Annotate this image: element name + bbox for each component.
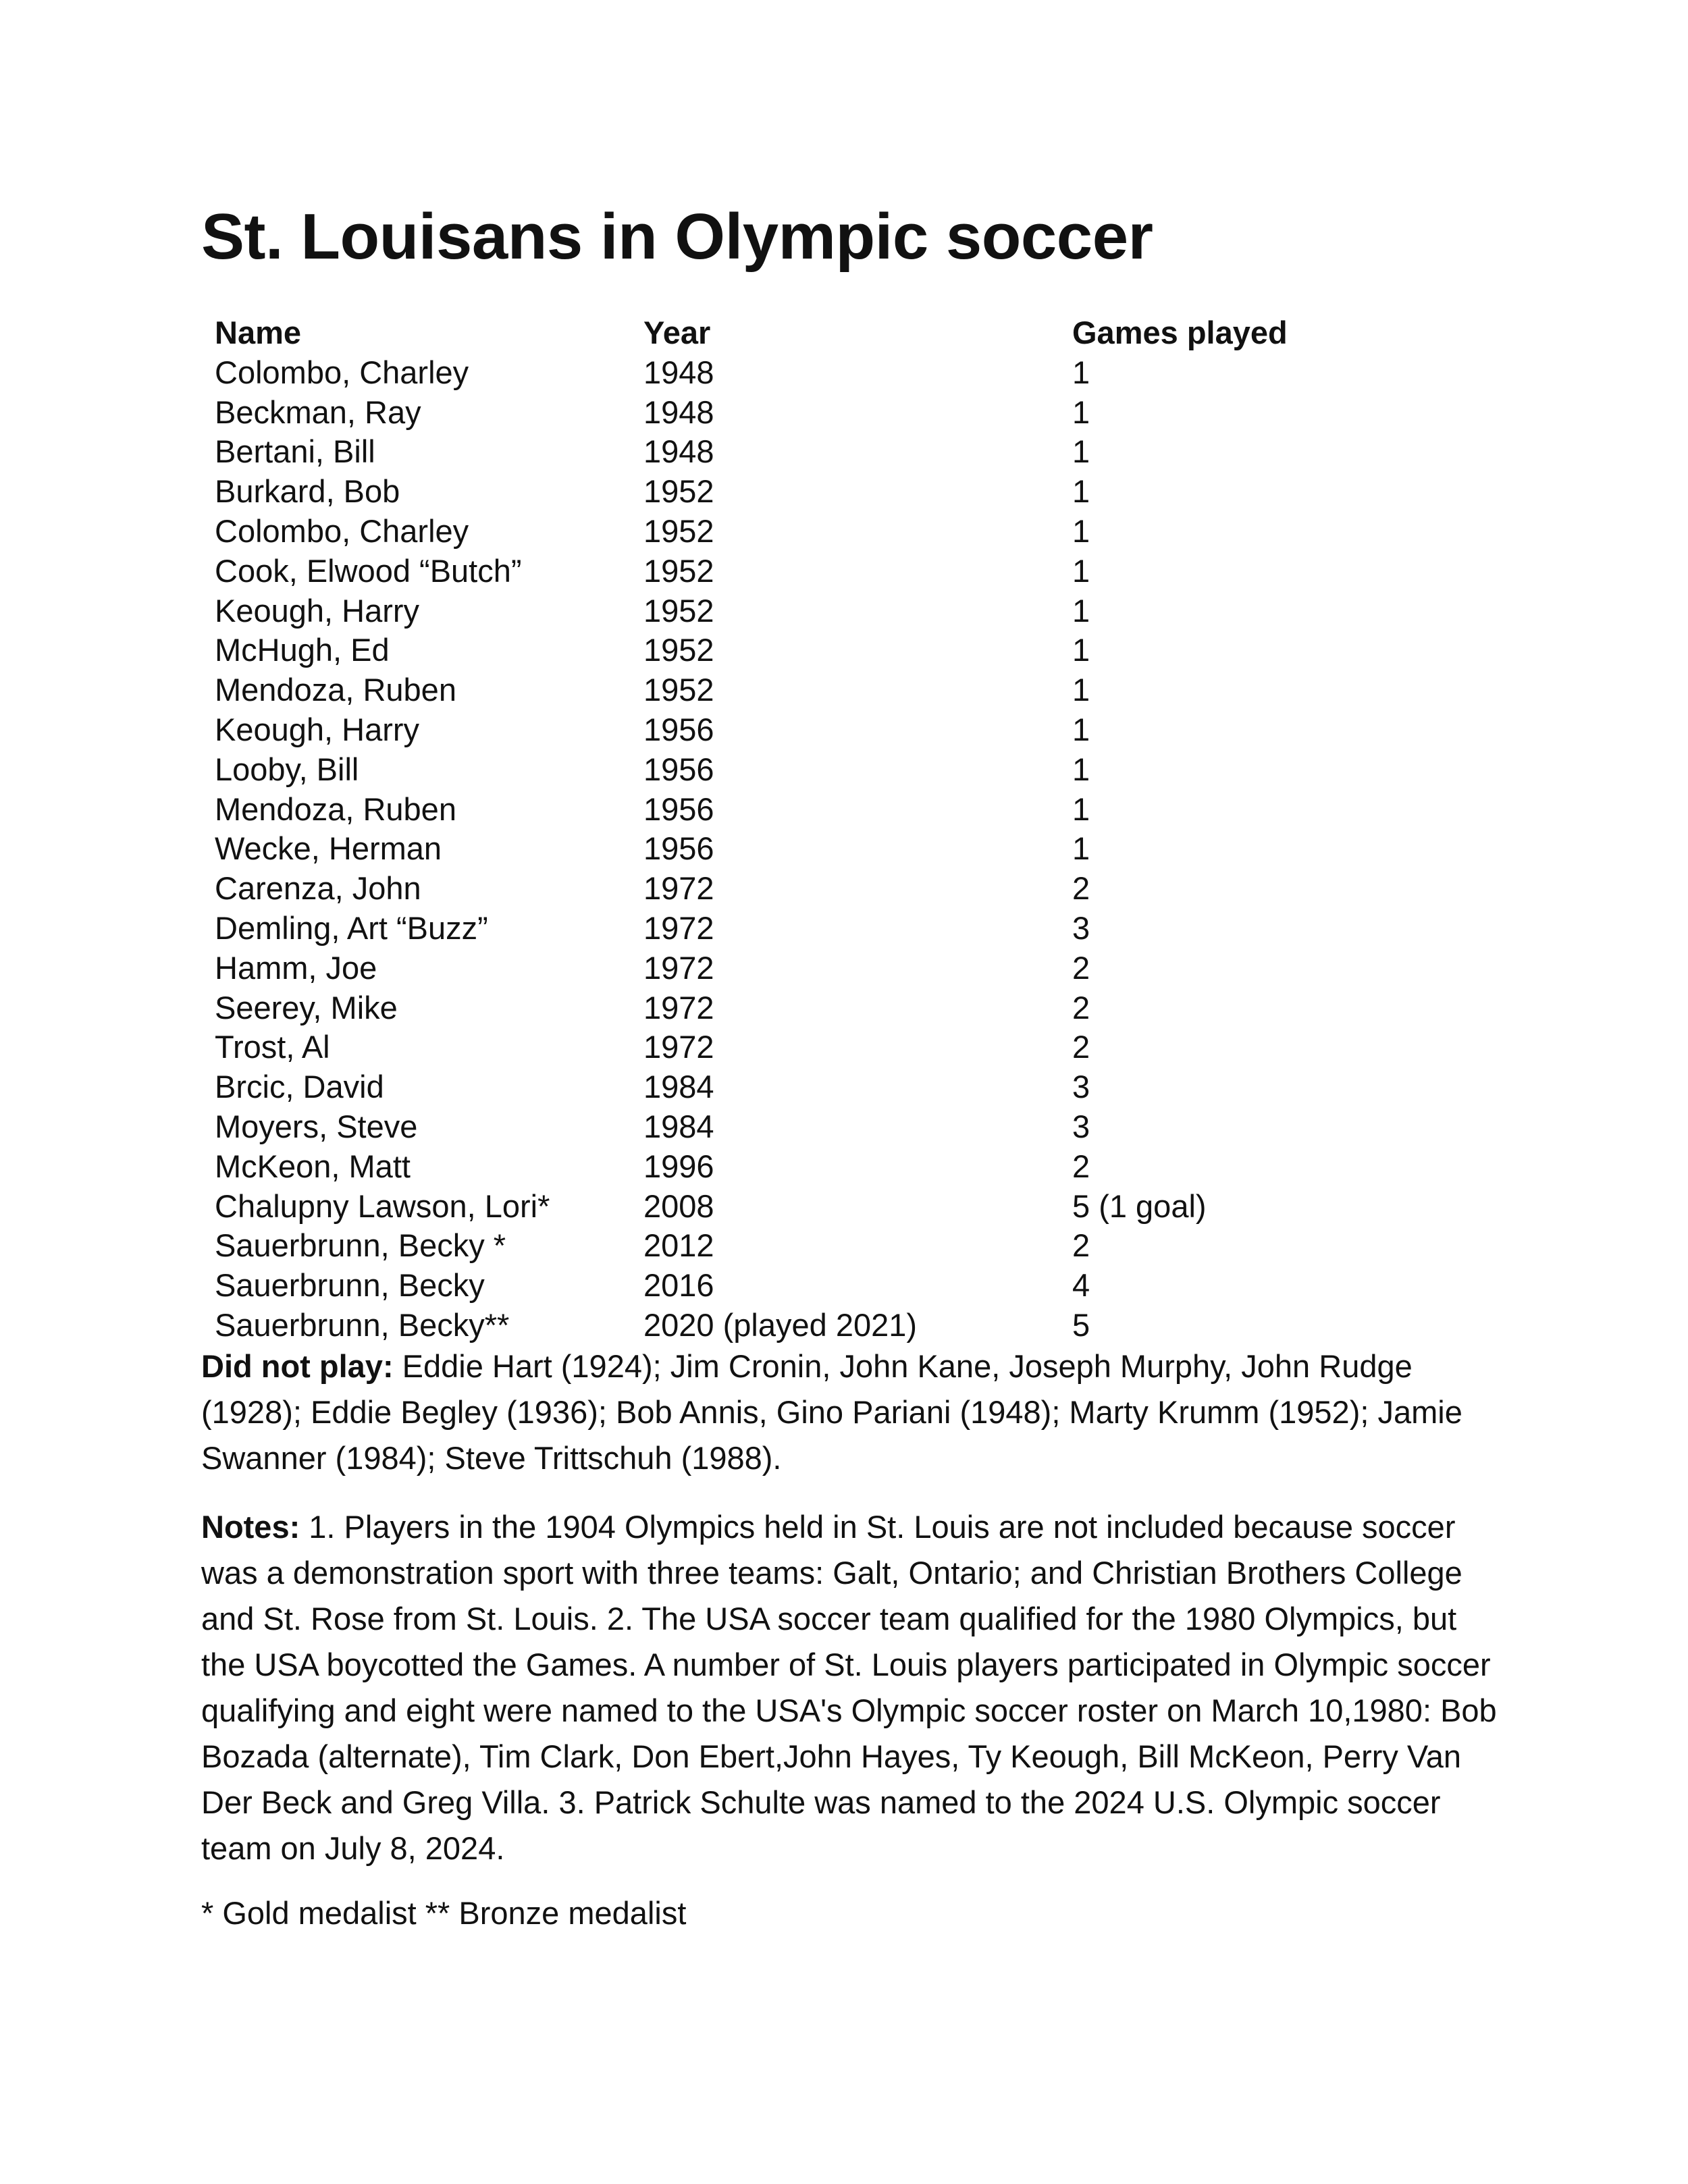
cell-year: 1984 [643,1069,714,1105]
table-row [215,710,1498,750]
table-row [215,750,1498,790]
cell-name: Looby, Bill [215,751,359,787]
cell-name: Bertani, Bill [215,433,375,470]
cell-name: Brcic, David [215,1069,384,1105]
cell-games-played: 1 [1072,672,1090,708]
notes-text: 1. Players in the 1904 Olympics held in St. Louis are not included because soccer was a demonstration sport with three teams: Galt, Ontario; and Christian Brothers College and St. Rose from St. Louis. 2. The USA soccer team qualified for the 1980 Olympics, but the USA boycotted the Games. A number of St. Louis players participated in Olympic soccer qualifying and eight were named to the USA's Olympic soccer roster on March 10,1980: Bob Bozada (alternate), Tim Clark, Don Ebert,John Hayes, Ty Keough, Bill McKeon, Perry Van Der Beck and Greg Villa. 3. Patrick Schulte was named to the 2024 U.S. Olympic soccer team on July 8, 2024. [201,1509,1497,1866]
cell-year: 1952 [643,552,714,589]
table-row [215,353,1498,393]
cell-year: 2012 [643,1227,714,1264]
cell-games-played: 2 [1072,1148,1090,1184]
cell-games-played: 1 [1072,473,1090,510]
cell-name: McHugh, Ed [215,632,390,668]
cell-games-played: 1 [1072,632,1090,668]
cell-name: Seerey, Mike [215,989,398,1026]
cell-year: 1952 [643,512,714,549]
cell-year: 1956 [643,791,714,827]
cell-name: Chalupny Lawson, Lori* [215,1188,550,1224]
did-not-play-label: Did not play: [201,1348,394,1384]
cell-games-played: 2 [1072,1029,1090,1065]
table-row [215,1306,1498,1346]
cell-year: 1996 [643,1148,714,1184]
cell-games-played: 1 [1072,394,1090,430]
notes-label: Notes: [201,1509,300,1545]
cell-name: Cook, Elwood “Butch” [215,552,522,589]
table-row [215,829,1498,869]
did-not-play-text: Eddie Hart (1924); Jim Cronin, John Kane, Joseph Murphy, John Rudge (1928); Eddie Begley (1936); Bob Annis, Gino Pariani (1948); Marty Krumm (1952); Jamie Swanner (1984); Steve Trittschuh (1988). [201,1348,1462,1476]
table-row [215,909,1498,949]
cell-year: 1972 [643,989,714,1026]
table-row [215,591,1498,631]
table-row [215,1226,1498,1266]
cell-name: Burkard, Bob [215,473,400,510]
notes-paragraph [201,1504,1504,1871]
cell-name: Carenza, John [215,870,421,907]
table-row [215,472,1498,512]
table-row [215,1147,1498,1187]
cell-name: Sauerbrunn, Becky** [215,1306,510,1343]
table-row [215,552,1498,591]
table-row [215,1067,1498,1107]
column-header-year: Year [643,315,711,350]
table-row [215,1028,1498,1067]
roster-table [215,313,1498,1346]
cell-name: Wecke, Herman [215,830,442,867]
cell-games-played: 1 [1072,354,1090,390]
cell-games-played: 3 [1072,909,1090,946]
cell-year: 1948 [643,354,714,390]
cell-games-played: 1 [1072,791,1090,827]
page-title: St. Louisans in Olympic soccer [201,201,1153,273]
cell-name: Keough, Harry [215,592,420,629]
cell-year: 1952 [643,632,714,668]
cell-year: 2020 (played 2021) [643,1306,918,1343]
cell-games-played: 3 [1072,1069,1090,1105]
cell-name: Sauerbrunn, Becky [215,1267,485,1304]
cell-name: Moyers, Steve [215,1108,418,1144]
cell-games-played: 5 [1072,1306,1090,1343]
cell-name: Trost, Al [215,1029,330,1065]
cell-games-played: 2 [1072,870,1090,907]
cell-name: Keough, Harry [215,711,420,747]
cell-year: 1984 [643,1108,714,1144]
cell-name: Sauerbrunn, Becky * [215,1227,506,1264]
table-row [215,988,1498,1028]
cell-name: Demling, Art “Buzz” [215,909,488,946]
column-header-name: Name [215,315,302,350]
table-row [215,432,1498,472]
cell-name: Beckman, Ray [215,394,421,430]
table-row [215,512,1498,552]
table-row [215,949,1498,988]
cell-games-played: 2 [1072,1227,1090,1264]
cell-year: 1972 [643,870,714,907]
cell-name: Mendoza, Ruben [215,672,456,708]
cell-games-played: 1 [1072,433,1090,470]
cell-year: 1952 [643,473,714,510]
table-row [215,631,1498,670]
cell-name: Mendoza, Ruben [215,791,456,827]
table-row [215,1187,1498,1227]
cell-games-played: 5 (1 goal) [1072,1188,1207,1224]
cell-name: Colombo, Charley [215,354,469,390]
cell-year: 1956 [643,751,714,787]
cell-name: Colombo, Charley [215,512,469,549]
cell-games-played: 1 [1072,830,1090,867]
cell-year: 1952 [643,672,714,708]
cell-games-played: 1 [1072,512,1090,549]
cell-name: McKeon, Matt [215,1148,411,1184]
cell-year: 1948 [643,433,714,470]
cell-games-played: 1 [1072,552,1090,589]
cell-games-played: 1 [1072,751,1090,787]
cell-year: 2008 [643,1188,714,1224]
table-row [215,790,1498,830]
cell-games-played: 1 [1072,592,1090,629]
cell-year: 1972 [643,909,714,946]
table-row [215,869,1498,909]
cell-year: 1956 [643,830,714,867]
table-body [215,353,1498,1346]
cell-games-played: 2 [1072,949,1090,986]
did-not-play-paragraph [201,1343,1504,1481]
cell-year: 2016 [643,1267,714,1304]
cell-games-played: 4 [1072,1267,1090,1304]
table-row [215,393,1498,433]
medal-legend: * Gold medalist ** Bronze medalist [201,1895,687,1931]
table-row [215,1266,1498,1306]
cell-year: 1952 [643,592,714,629]
table-row [215,1107,1498,1147]
cell-year: 1972 [643,949,714,986]
cell-games-played: 3 [1072,1108,1090,1144]
cell-games-played: 1 [1072,711,1090,747]
cell-name: Hamm, Joe [215,949,377,986]
table-row [215,670,1498,710]
cell-year: 1956 [643,711,714,747]
table-header-row [215,313,1498,353]
column-header-games-played: Games played [1072,315,1288,350]
cell-year: 1948 [643,394,714,430]
cell-year: 1972 [643,1029,714,1065]
cell-games-played: 2 [1072,989,1090,1026]
